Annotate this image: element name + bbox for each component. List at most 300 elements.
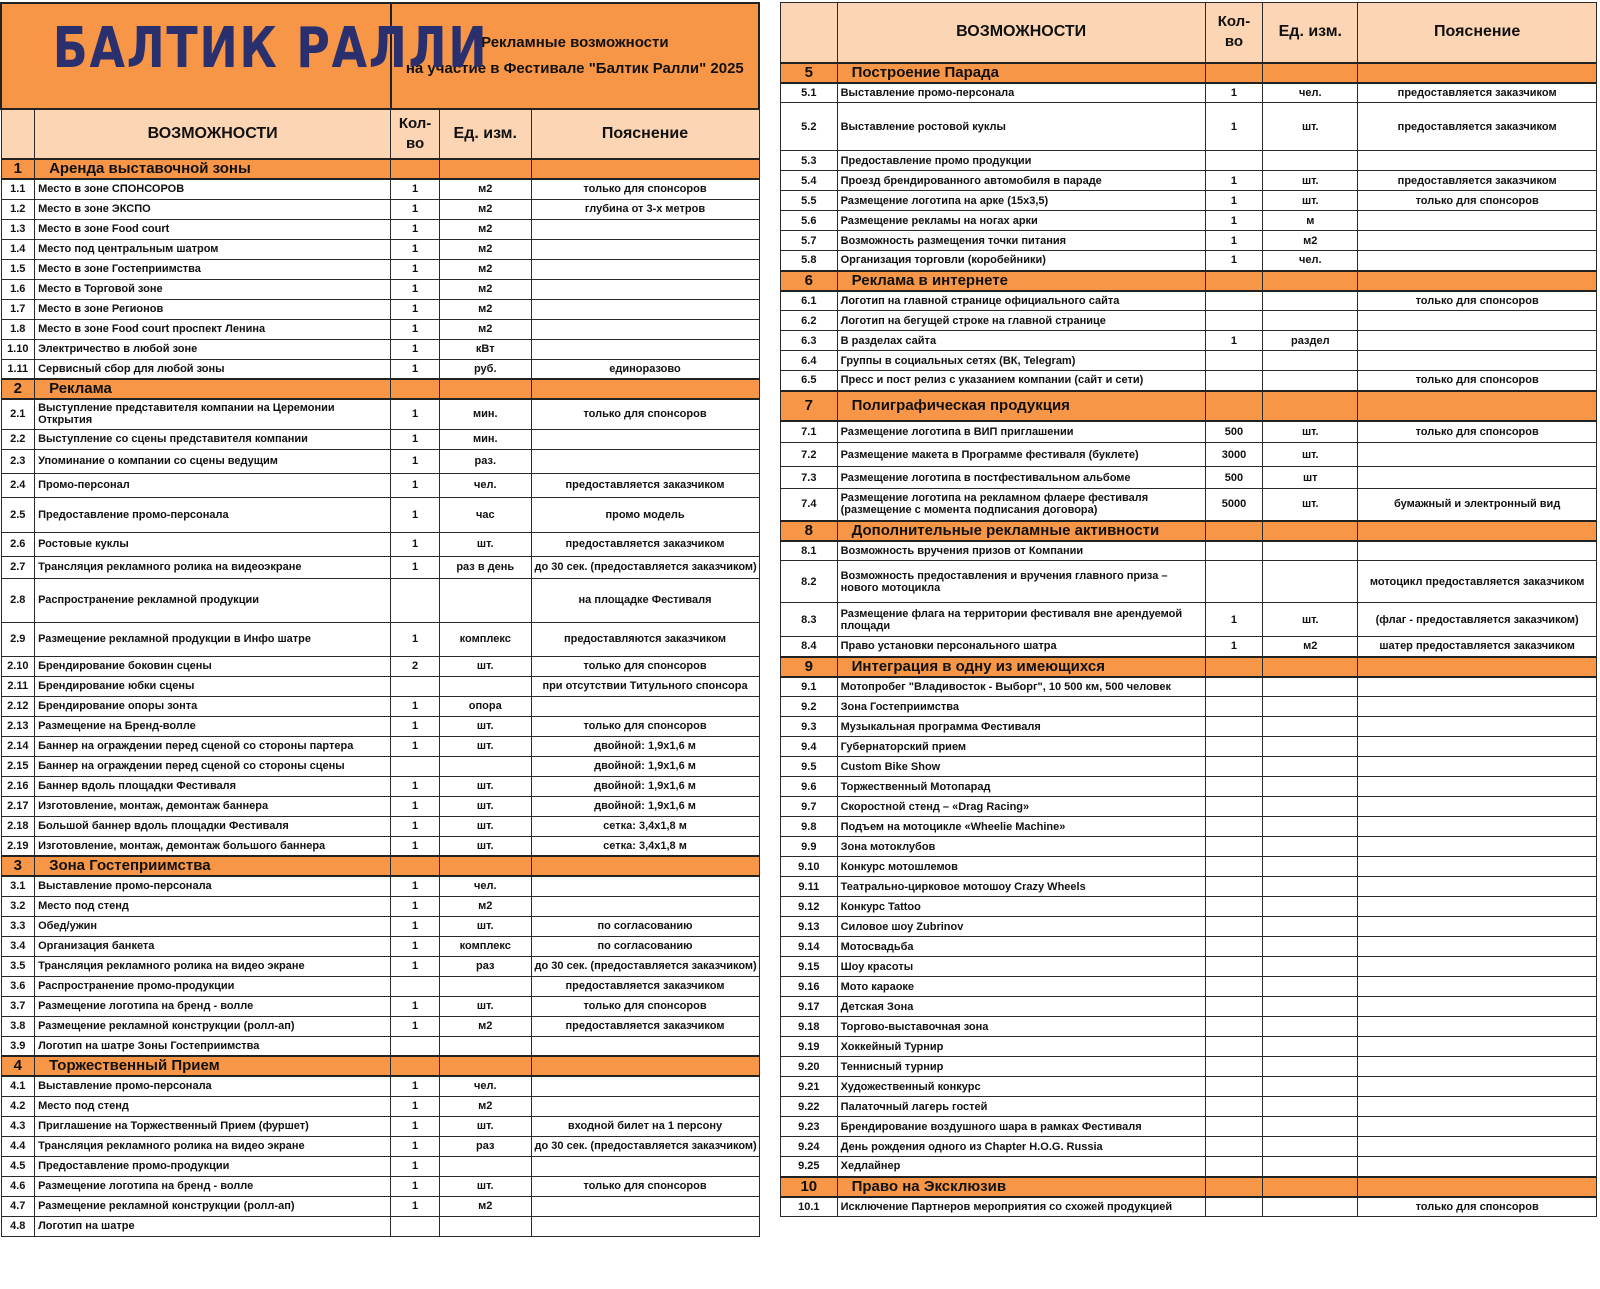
table-row: [781, 211, 1597, 231]
row-unit: шт: [1263, 467, 1358, 489]
section-row: [781, 391, 1597, 421]
row-name: Брендирование юбки сцены: [35, 676, 391, 696]
row-note: [1358, 1137, 1597, 1157]
row-number: 8.3: [781, 603, 838, 637]
row-note: [1358, 1157, 1597, 1177]
section-row: [1, 856, 759, 876]
row-unit: [1263, 1137, 1358, 1157]
row-unit: шт.: [439, 532, 531, 556]
row-name: Хоккейный Турнир: [837, 1037, 1205, 1057]
row-qty: 1: [1205, 637, 1263, 657]
row-note: [531, 449, 759, 473]
table-row: [1, 916, 759, 936]
right-header-row: [781, 3, 1597, 63]
section-empty-cell: [439, 856, 531, 876]
row-name: Упоминание о компании со сцены ведущим: [35, 449, 391, 473]
row-number: 3.7: [1, 996, 35, 1016]
row-name: Предоставление промо-персонала: [35, 497, 391, 532]
row-note: [531, 1216, 759, 1236]
row-note: [1358, 1057, 1597, 1077]
row-unit: м2: [439, 279, 531, 299]
right-table: [780, 2, 1597, 1217]
row-unit: [1263, 541, 1358, 561]
section-title: Реклама в интернете: [837, 271, 1205, 291]
row-qty: 1: [1205, 83, 1263, 103]
row-name: Торжественный Мотопарад: [837, 777, 1205, 797]
row-unit: [1263, 997, 1358, 1017]
row-unit: [1263, 737, 1358, 757]
row-note: [1358, 1097, 1597, 1117]
table-row: [781, 937, 1597, 957]
row-name: Размещение макета в Программе фестиваля (буклете): [837, 443, 1205, 467]
row-unit: комплекс: [439, 936, 531, 956]
row-unit: [1263, 777, 1358, 797]
section-title: Право на Эксклюзив: [837, 1177, 1205, 1197]
row-number: 9.15: [781, 957, 838, 977]
section-empty-cell: [1263, 63, 1358, 83]
row-qty: [1205, 1197, 1263, 1217]
row-qty: [1205, 1117, 1263, 1137]
section-empty-cell: [1205, 1177, 1263, 1197]
row-number: 2.17: [1, 796, 35, 816]
section-row: [1, 1056, 759, 1076]
table-row: [1, 279, 759, 299]
row-note: только для спонсоров: [531, 399, 759, 429]
row-note: предоставляется заказчиком: [1358, 83, 1597, 103]
table-row: [781, 103, 1597, 151]
row-name: Место под стенд: [35, 1096, 391, 1116]
row-note: до 30 сек. (предоставляется заказчиком): [531, 956, 759, 976]
row-number: 1.3: [1, 219, 35, 239]
row-number: 4.1: [1, 1076, 35, 1096]
row-note: двойной: 1,9х1,6 м: [531, 736, 759, 756]
row-number: 9.2: [781, 697, 838, 717]
row-qty: 1: [391, 1176, 440, 1196]
table-row: [1, 449, 759, 473]
row-qty: [1205, 857, 1263, 877]
row-qty: [1205, 697, 1263, 717]
row-qty: 1: [391, 836, 440, 856]
row-unit: [439, 1036, 531, 1056]
row-name: Распространение промо-продукции: [35, 976, 391, 996]
row-note: [531, 1076, 759, 1096]
section-empty-cell: [1358, 271, 1597, 291]
table-row: [1, 776, 759, 796]
row-number: 3.3: [1, 916, 35, 936]
row-qty: 1: [391, 339, 440, 359]
row-unit: [439, 578, 531, 622]
table-row: [781, 797, 1597, 817]
row-unit: [1263, 697, 1358, 717]
row-qty: 1: [391, 896, 440, 916]
row-qty: 1: [1205, 211, 1263, 231]
section-empty-cell: [391, 856, 440, 876]
logo-text: БАЛТИК РАЛЛИ: [52, 15, 489, 81]
section-number: 4: [1, 1056, 35, 1076]
table-row: [1, 359, 759, 379]
row-note: предоставляется заказчиком: [531, 1016, 759, 1036]
row-note: [531, 1196, 759, 1216]
row-note: [531, 1036, 759, 1056]
table-row: [781, 817, 1597, 837]
row-name: Выставление промо-персонала: [35, 1076, 391, 1096]
row-unit: раз.: [439, 449, 531, 473]
row-name: Место под центральным шатром: [35, 239, 391, 259]
row-qty: [1205, 1017, 1263, 1037]
table-row: [781, 677, 1597, 697]
row-number: 9.6: [781, 777, 838, 797]
section-number: 7: [781, 391, 838, 421]
row-note: промо модель: [531, 497, 759, 532]
header-note: Пояснение: [531, 109, 759, 159]
table-row: [1, 259, 759, 279]
row-qty: 500: [1205, 467, 1263, 489]
row-qty: [1205, 351, 1263, 371]
section-row: [781, 521, 1597, 541]
row-qty: 1: [391, 1076, 440, 1096]
table-row: [1, 179, 759, 199]
row-number: 1.4: [1, 239, 35, 259]
table-row: [1, 239, 759, 259]
section-row: [781, 271, 1597, 291]
row-note: предоставляются заказчиком: [531, 622, 759, 656]
section-title: Реклама: [35, 379, 391, 399]
section-empty-cell: [1358, 1177, 1597, 1197]
row-qty: 1: [391, 532, 440, 556]
row-unit: [1263, 1197, 1358, 1217]
row-number: 5.2: [781, 103, 838, 151]
table-row: [781, 541, 1597, 561]
row-qty: 1: [391, 1116, 440, 1136]
row-number: 2.5: [1, 497, 35, 532]
section-row: [781, 1177, 1597, 1197]
table-row: [1, 976, 759, 996]
row-number: 9.21: [781, 1077, 838, 1097]
row-note: [531, 429, 759, 449]
row-note: только для спонсоров: [1358, 1197, 1597, 1217]
row-note: предоставляется заказчиком: [531, 976, 759, 996]
row-qty: [391, 676, 440, 696]
row-name: Выставление промо-персонала: [35, 876, 391, 896]
row-note: предоставляется заказчиком: [1358, 171, 1597, 191]
row-name: Логотип на бегущей строке на главной странице: [837, 311, 1205, 331]
row-note: при отсутствии Титульного спонсора: [531, 676, 759, 696]
row-name: Размещение рекламной конструкции (ролл-ап): [35, 1016, 391, 1036]
row-note: двойной: 1,9х1,6 м: [531, 756, 759, 776]
row-qty: 1: [1205, 251, 1263, 271]
row-unit: м2: [439, 1096, 531, 1116]
row-qty: 1: [391, 497, 440, 532]
table-row: [1, 1096, 759, 1116]
table-row: [1, 219, 759, 239]
row-qty: [1205, 897, 1263, 917]
row-unit: [1263, 1157, 1358, 1177]
row-note: [1358, 331, 1597, 351]
row-number: 1.5: [1, 259, 35, 279]
table-row: [781, 231, 1597, 251]
row-name: Организация банкета: [35, 936, 391, 956]
row-unit: [1263, 957, 1358, 977]
table-row: [781, 291, 1597, 311]
section-empty-cell: [1358, 63, 1597, 83]
table-row: [781, 1077, 1597, 1097]
row-unit: [1263, 757, 1358, 777]
section-empty-cell: [1205, 271, 1263, 291]
row-name: Брендирование боковин сцены: [35, 656, 391, 676]
row-unit: шт.: [439, 736, 531, 756]
row-note: двойной: 1,9х1,6 м: [531, 776, 759, 796]
row-name: Зона мотоклубов: [837, 837, 1205, 857]
row-name: Театрально-цирковое мотошоу Crazy Wheels: [837, 877, 1205, 897]
row-qty: [1205, 291, 1263, 311]
table-row: [1, 1216, 759, 1236]
row-note: только для спонсоров: [531, 656, 759, 676]
section-empty-cell: [1263, 271, 1358, 291]
ad-title-line2: на участие в Фестивале "Балтик Ралли" 2025: [405, 60, 744, 77]
row-qty: 1: [391, 279, 440, 299]
row-qty: [1205, 817, 1263, 837]
row-qty: 1: [1205, 171, 1263, 191]
row-name: Выступление со сцены представителя компании: [35, 429, 391, 449]
row-name: Возможность размещения точки питания: [837, 231, 1205, 251]
row-name: Сервисный сбор для любой зоны: [35, 359, 391, 379]
row-note: только для спонсоров: [1358, 191, 1597, 211]
row-unit: [1263, 351, 1358, 371]
row-number: 5.1: [781, 83, 838, 103]
row-qty: 1: [391, 1136, 440, 1156]
table-row: [781, 421, 1597, 443]
section-title: Построение Парада: [837, 63, 1205, 83]
table-row: [781, 877, 1597, 897]
row-qty: 1: [391, 716, 440, 736]
row-number: 9.4: [781, 737, 838, 757]
row-qty: 1: [391, 179, 440, 199]
row-name: Место в Торговой зоне: [35, 279, 391, 299]
table-row: [781, 603, 1597, 637]
row-note: мотоцикл предоставляется заказчиком: [1358, 561, 1597, 603]
row-number: 9.1: [781, 677, 838, 697]
row-name: Конкурс мотошлемов: [837, 857, 1205, 877]
table-row: [1, 716, 759, 736]
row-qty: 1: [391, 916, 440, 936]
row-name: Пресс и пост релиз с указанием компании (сайт и сети): [837, 371, 1205, 391]
row-note: [531, 1156, 759, 1176]
table-row: [1, 936, 759, 956]
table-row: [1, 696, 759, 716]
section-title: Аренда выставочной зоны: [35, 159, 391, 179]
row-name: Баннер вдоль площадки Фестиваля: [35, 776, 391, 796]
row-number: 4.7: [1, 1196, 35, 1216]
row-note: [1358, 857, 1597, 877]
row-qty: 1: [1205, 603, 1263, 637]
section-row: [781, 657, 1597, 677]
row-unit: м2: [439, 199, 531, 219]
row-note: [1358, 877, 1597, 897]
row-name: Промо-персонал: [35, 473, 391, 497]
row-qty: 1: [391, 239, 440, 259]
row-name: Логотип на шатре: [35, 1216, 391, 1236]
row-name: Размещение рекламной конструкции (ролл-ап): [35, 1196, 391, 1216]
table-row: [781, 1157, 1597, 1177]
row-name: Место в зоне Гостеприимства: [35, 259, 391, 279]
row-note: [531, 279, 759, 299]
table-row: [1, 532, 759, 556]
row-qty: [1205, 1137, 1263, 1157]
section-row: [781, 63, 1597, 83]
row-name: В разделах сайта: [837, 331, 1205, 351]
row-unit: [1263, 677, 1358, 697]
row-note: глубина от 3-х метров: [531, 199, 759, 219]
header-opportunities: ВОЗМОЖНОСТИ: [35, 109, 391, 159]
table-row: [1, 956, 759, 976]
row-unit: [439, 1156, 531, 1176]
section-title: Полиграфическая продукция: [837, 391, 1205, 421]
row-note: [1358, 757, 1597, 777]
row-unit: м2: [439, 299, 531, 319]
row-number: 7.4: [781, 489, 838, 521]
row-unit: [439, 756, 531, 776]
row-name: Скоростной стенд – «Drag Racing»: [837, 797, 1205, 817]
row-number: 9.17: [781, 997, 838, 1017]
table-row: [781, 917, 1597, 937]
section-title: Торжественный Прием: [35, 1056, 391, 1076]
row-qty: [1205, 977, 1263, 997]
row-unit: [1263, 717, 1358, 737]
row-unit: шт.: [439, 716, 531, 736]
row-unit: опора: [439, 696, 531, 716]
left-header-row: [1, 109, 759, 159]
row-qty: [1205, 757, 1263, 777]
row-name: Логотип на главной странице официального сайта: [837, 291, 1205, 311]
row-number: 6.4: [781, 351, 838, 371]
row-number: 3.2: [1, 896, 35, 916]
table-row: [781, 837, 1597, 857]
table-row: [1, 319, 759, 339]
row-qty: [1205, 1037, 1263, 1057]
row-unit: [1263, 1077, 1358, 1097]
row-name: Мотосвадьба: [837, 937, 1205, 957]
row-name: Логотип на шатре Зоны Гостеприимства: [35, 1036, 391, 1056]
section-title: Дополнительные рекламные активности: [837, 521, 1205, 541]
table-row: [1, 199, 759, 219]
row-note: [1358, 777, 1597, 797]
row-number: 2.19: [1, 836, 35, 856]
section-empty-cell: [439, 159, 531, 179]
row-number: 4.5: [1, 1156, 35, 1176]
row-name: Губернаторский прием: [837, 737, 1205, 757]
row-number: 4.4: [1, 1136, 35, 1156]
row-note: [531, 1096, 759, 1116]
row-name: Изготовление, монтаж, демонтаж баннера: [35, 796, 391, 816]
table-row: [781, 311, 1597, 331]
section-empty-cell: [1263, 1177, 1358, 1197]
row-note: предоставляется заказчиком: [531, 532, 759, 556]
table-row: [1, 299, 759, 319]
row-note: [1358, 251, 1597, 271]
row-note: только для спонсоров: [1358, 371, 1597, 391]
row-note: [1358, 837, 1597, 857]
row-note: [1358, 541, 1597, 561]
row-unit: шт.: [1263, 443, 1358, 467]
row-name: Выставление ростовой куклы: [837, 103, 1205, 151]
row-unit: [439, 676, 531, 696]
table-row: [1, 756, 759, 776]
row-name: Электричество в любой зоне: [35, 339, 391, 359]
row-unit: [1263, 917, 1358, 937]
table-row: [781, 1097, 1597, 1117]
row-number: 9.5: [781, 757, 838, 777]
table-row: [1, 896, 759, 916]
row-note: [531, 219, 759, 239]
row-number: 3.9: [1, 1036, 35, 1056]
row-note: [531, 299, 759, 319]
section-empty-cell: [531, 856, 759, 876]
row-unit: чел.: [439, 876, 531, 896]
row-unit: комплекс: [439, 622, 531, 656]
row-name: Баннер на ограждении перед сценой со стороны сцены: [35, 756, 391, 776]
table-row: [1, 429, 759, 449]
table-row: [1, 399, 759, 429]
row-qty: 1: [391, 956, 440, 976]
row-note: [1358, 1077, 1597, 1097]
row-qty: [391, 1216, 440, 1236]
row-note: только для спонсоров: [1358, 291, 1597, 311]
row-note: по согласованию: [531, 916, 759, 936]
row-number: 3.8: [1, 1016, 35, 1036]
table-row: [781, 489, 1597, 521]
row-unit: шт.: [439, 1176, 531, 1196]
row-name: Шоу красоты: [837, 957, 1205, 977]
table-row: [1, 473, 759, 497]
row-unit: [1263, 561, 1358, 603]
row-unit: шт.: [439, 996, 531, 1016]
table-row: [781, 443, 1597, 467]
row-note: [1358, 697, 1597, 717]
row-qty: [1205, 1057, 1263, 1077]
row-qty: [391, 1036, 440, 1056]
table-row: [1, 676, 759, 696]
table-row: [781, 1037, 1597, 1057]
table-row: [1, 1156, 759, 1176]
section-empty-cell: [1263, 391, 1358, 421]
row-unit: шт.: [439, 816, 531, 836]
row-unit: м2: [439, 896, 531, 916]
header-note: Пояснение: [1358, 3, 1597, 63]
row-number: 5.6: [781, 211, 838, 231]
row-qty: 1: [391, 319, 440, 339]
row-number: 6.5: [781, 371, 838, 391]
row-note: [1358, 977, 1597, 997]
row-unit: раз в день: [439, 556, 531, 578]
table-row: [781, 897, 1597, 917]
row-note: [1358, 817, 1597, 837]
table-row: [1, 1136, 759, 1156]
header-num: [1, 109, 35, 159]
row-number: 2.1: [1, 399, 35, 429]
row-unit: [1263, 857, 1358, 877]
section-number: 3: [1, 856, 35, 876]
row-name: Предоставление промо продукции: [837, 151, 1205, 171]
row-qty: 1: [391, 299, 440, 319]
row-unit: шт.: [439, 776, 531, 796]
section-empty-cell: [391, 159, 440, 179]
row-unit: шт.: [439, 796, 531, 816]
row-unit: [1263, 1017, 1358, 1037]
row-number: 3.6: [1, 976, 35, 996]
row-number: 6.2: [781, 311, 838, 331]
row-unit: м2: [439, 179, 531, 199]
row-unit: [1263, 1097, 1358, 1117]
